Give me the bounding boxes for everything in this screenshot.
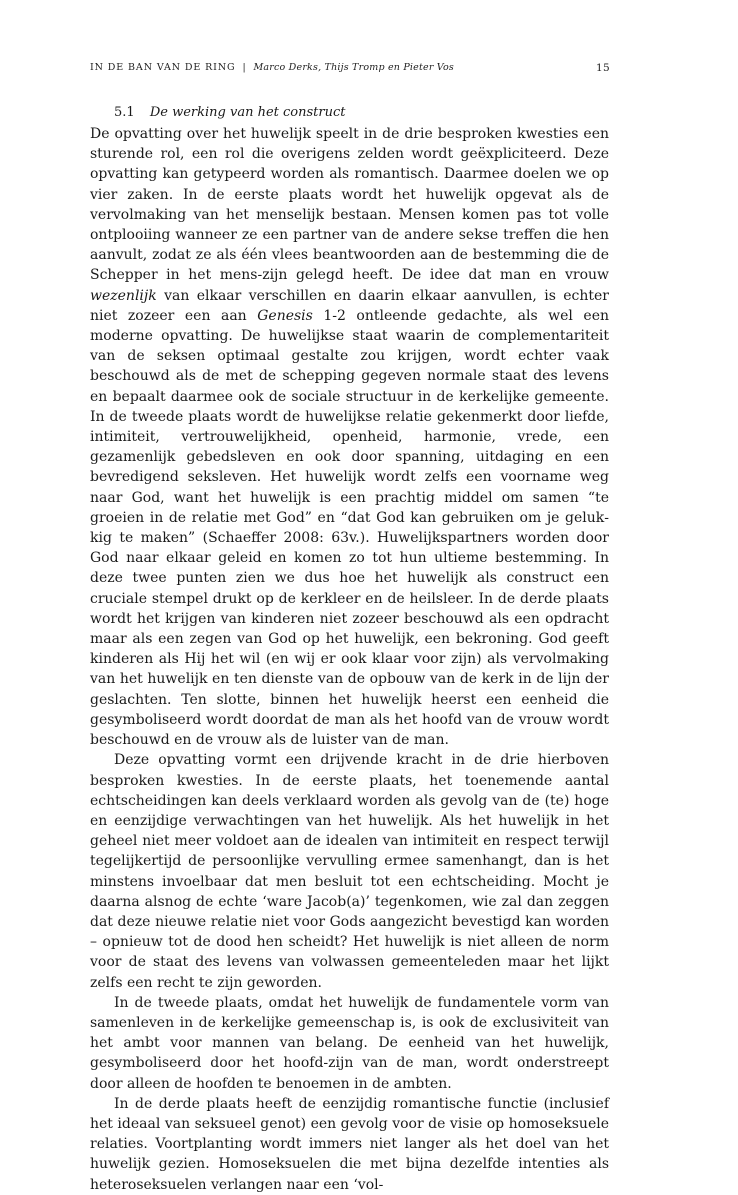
running-head-book-title: IN DE BAN VAN DE RING xyxy=(90,62,236,73)
emphasis-genesis: Genesis xyxy=(257,307,313,324)
running-head-separator: | xyxy=(242,62,247,73)
emphasis-wezenlijk: wezenlijk xyxy=(90,287,157,304)
paragraph-text: Deze opvatting vormt een drijvende kracht in de drie hierboven besproken kwesties. In de eerste plaats, het toenemende aantal echtscheidingen kan deels verklaard worden als gevolg van de (te) hoge en eenzijdige verwachtingen van het huwelijk. Als het huwelijk in het geheel niet meer voldoet aan de idealen van intimiteit en respect terwijl tegelijkertijd de persoonlijke vervulling ermee samenhangt, dan is het minstens invoelbaar dat men besluit tot een echtscheiding. Mocht je daarna alsnog de echte ‘ware Jacob(a)’ tegenkomen, wie zal dan zeggen dat deze nieuwe relatie niet voor Gods aangezicht bevestigd kan worden – opnieuw tot de dood hen scheidt? Het huwelijk is niet alleen de norm voor de staat des levens van volwassen gemeenteleden maar het lijkt zelfs een recht te zijn geworden. xyxy=(90,752,609,991)
paragraph-3 xyxy=(90,993,609,1094)
paragraph-text: van elkaar verschillen en daarin elkaar aanvullen, is echter niet zozeer een aan xyxy=(90,287,609,324)
paragraph-1 xyxy=(90,124,609,750)
paragraph-text: In de derde plaats heeft de eenzijdig romantische functie (inclusief het ideaal van seksueel genot) een gevolg voor de visie op homoseksuele relaties. Voortplanting wordt immers niet langer als het doel van het huwelijk gezien. Homoseksuelen die met bijna dezelfde intenties als heteroseksuelen verlangen naar een ‘vol- xyxy=(90,1095,609,1193)
paragraph-4 xyxy=(90,1094,609,1195)
section-heading xyxy=(114,103,609,123)
page-content xyxy=(90,103,609,1195)
running-head xyxy=(90,62,610,80)
paragraph-text: In de tweede plaats, omdat het huwelijk de fundamentele vorm van samenleven in de kerkelijke gemeenschap is, is ook de exclusiviteit van het ambt voor mannen van belang. De eenheid van het huwelijk, gesymboliseerd door het hoofd-zijn van de man, wordt onderstreept door alleen de hoofden te benoemen in de ambten. xyxy=(90,994,609,1092)
section-number: 5.1 xyxy=(114,105,135,120)
running-head-authors: Marco Derks, Thijs Tromp en Pieter Vos xyxy=(253,62,454,73)
section-title: De werking van het construct xyxy=(149,105,346,120)
paragraph-2 xyxy=(90,750,609,992)
paragraph-text: De opvatting over het huwelijk speelt in de drie besproken kwesties een sturende rol, een rol die overigens zelden wordt geëxpliciteerd. Deze opvatting kan getypeerd worden als romantisch. Daarmee doelen we op vier zaken. In de eerste plaats wordt het huwelijk opgevat als de vervolmaking van het menselijk bestaan. Mensen komen pas tot volle ontplooiing wanneer ze een partner van de andere sekse treffen die hen aanvult, zodat ze als één vlees beantwoorden aan de bestemming die de Schepper in het mens-zijn gelegd heeft. De idee dat man en vrouw xyxy=(90,126,609,284)
page-number: 15 xyxy=(596,62,610,74)
paragraph-text: 1-2 ontleende gedachte, als wel een moderne opvatting. De huwelijkse staat waarin de complementariteit van de seksen optimaal gestalte zou krijgen, wordt echter vaak beschouwd als de met de schepping gegeven normale staat des levens en bepaalt daarmee ook de sociale structuur in de kerkelijke gemeente. In de tweede plaats wordt de huwelijkse relatie gekenmerkt door liefde, intimiteit, vertrouwelijkheid, openheid, harmonie, vrede, een gezamenlijk gebedsleven en ook door spanning, uitdaging en een bevredigend seksleven. Het huwelijk wordt zelfs een voorname weg naar God, want het huwelijk is een prachtig middel om samen “te groeien in de relatie met God” en “dat God kan gebruiken om je gelukkig te maken” (Schaeffer 2008: 63v.). Huwelijkspartners worden door God naar elkaar geleid en komen zo tot hun ultieme bestemming. In deze twee punten zien we dus hoe het huwelijk als construct een cruciale stempel drukt op de kerkleer en de heilsleer. In de derde plaats wordt het krijgen van kinderen niet zozeer beschouwd als een opdracht maar als een zegen van God op het huwelijk, een bekroning. God geeft kinderen als Hij het wil (en wij er ook klaar voor zijn) als vervolmaking van het huwelijk en ten dienste van de opbouw van de kerk in de lijn der geslachten. Ten slotte, binnen het huwelijk heerst een eenheid die gesymboliseerd wordt doordat de man als het hoofd van de vrouw wordt beschouwd en de vrouw als de luister van de man. xyxy=(90,307,609,749)
